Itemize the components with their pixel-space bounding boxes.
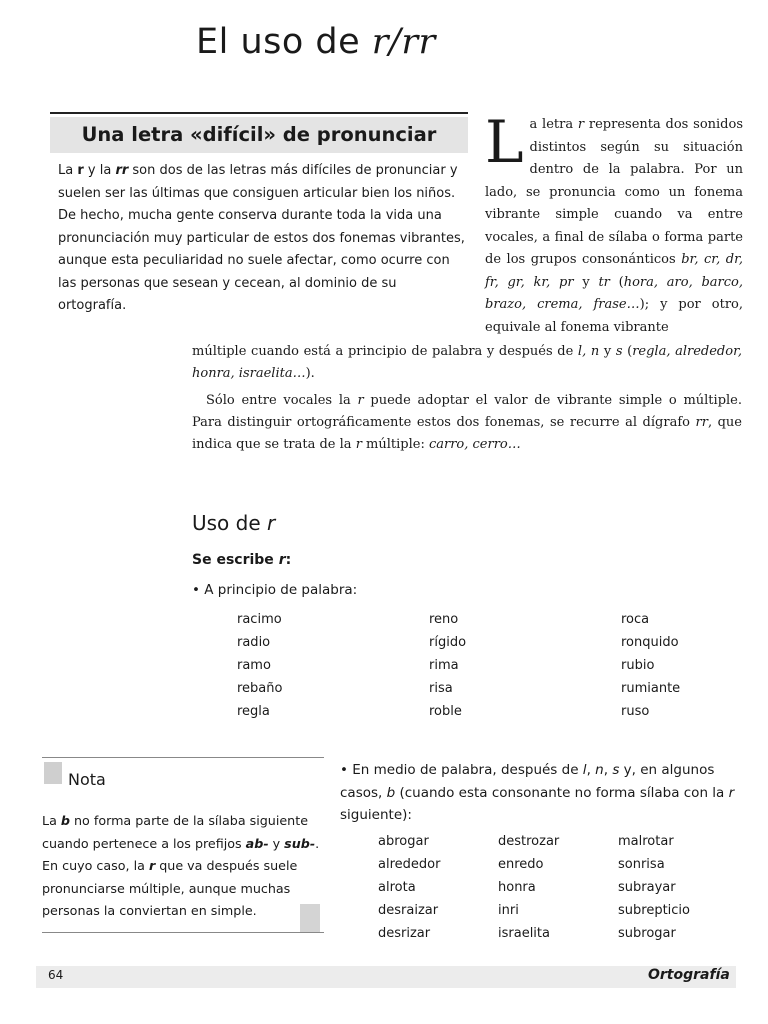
word-list-initial <box>237 608 741 723</box>
word-item: malrotar <box>618 834 674 849</box>
nota-marker <box>44 762 62 784</box>
nota-bottom-rule <box>42 932 324 933</box>
word-item: honra <box>498 880 536 895</box>
word-item: inri <box>498 903 519 918</box>
word-item: abrogar <box>378 834 429 849</box>
word-item: risa <box>429 681 453 696</box>
title-text: El uso de <box>196 22 372 62</box>
intro-paragraph: La letra r representa dos sonidos distintos según su situación dentro de la palabra. Por un lado, se pronuncia como un fonema vibrante simple cuando va entre vocales, a final de sílaba o forma parte de los grupos consonánticos br, cr, dr, fr, gr, kr, pr y tr (hora, aro, barco, brazo, crema, frase…); y por otro, equivale al fonema vibrante <box>485 108 743 335</box>
word-item: ruso <box>621 704 650 719</box>
word-item: roca <box>621 612 650 627</box>
word-item: enredo <box>498 857 544 872</box>
word-item: racimo <box>237 612 282 627</box>
drop-cap: L <box>485 108 524 176</box>
section-label: Ortografía <box>648 967 730 983</box>
word-item: ronquido <box>621 635 679 650</box>
word-item: reno <box>429 612 459 627</box>
word-item: alrededor <box>378 857 441 872</box>
box-text: La r y la rr son dos de las letras más difíciles de pronunciar y suelen ser las últimas que consiguen articular bien los niños. De hecho, mucha gente conserva durante toda la vida una pronunciación muy particular de estos dos fonemas vibrantes, aunque esta peculiaridad no suele afectar, como ocurre con las personas que sesean y cecean, al dominio de su ortografía. <box>58 163 465 313</box>
word-item: ramo <box>237 658 271 673</box>
word-item: roble <box>429 704 462 719</box>
word-item: destrozar <box>498 834 560 849</box>
nota-title: Nota <box>68 770 106 789</box>
word-item: desrizar <box>378 926 431 941</box>
nota-corner-marker <box>300 904 320 932</box>
word-list-middle <box>378 830 738 945</box>
word-item: rebaño <box>237 681 283 696</box>
title-italic: r/rr <box>371 22 436 62</box>
footer-bar <box>36 966 736 988</box>
word-item: rumiante <box>621 681 681 696</box>
nota-top-rule <box>42 757 324 758</box>
section-heading: Uso de r <box>192 511 276 535</box>
intro-continuation: múltiple cuando está a principio de palabra y después de l, n y s (regla, alrededor, honra, israelita…). <box>192 344 742 381</box>
box-top-rule <box>50 112 468 114</box>
word-item: regla <box>237 704 270 719</box>
word-item: israelita <box>498 926 550 941</box>
word-item: desraizar <box>378 903 439 918</box>
word-item: alrota <box>378 880 416 895</box>
word-item: radio <box>237 635 271 650</box>
bullet-initial-position: • A principio de palabra: <box>192 582 358 598</box>
nota-text: La b no forma parte de la sílaba siguiente cuando pertenece a los prefijos ab- y sub-. En cuyo caso, la r que va después suele pronunciarse múltiple, aunque muchas personas la conviertan en simple. <box>42 813 320 918</box>
word-item: subrepticio <box>618 903 690 918</box>
word-item: rubio <box>621 658 655 673</box>
rule-label: Se escribe r: <box>192 552 292 568</box>
word-item: subrogar <box>618 926 676 941</box>
word-item: subrayar <box>618 880 676 895</box>
box-heading: Una letra «difícil» de pronunciar <box>50 117 468 153</box>
bullet-middle-position: • En medio de palabra, después de l, n, s y, en algunos casos, b (cuando esta consonante no forma sílaba con la r siguiente): <box>340 762 735 823</box>
body-paragraph-2: Sólo entre vocales la r puede adoptar el valor de vibrante simple o múltiple. Para distinguir ortográficamente estos dos fonemas, se recurre al dígrafo rr, que indica que se trata de la r múltiple: carro, cerro… <box>192 393 742 452</box>
page-title <box>196 22 436 62</box>
word-item: rima <box>429 658 459 673</box>
page-number: 64 <box>48 968 64 982</box>
word-item: sonrisa <box>618 857 665 872</box>
word-item: rígido <box>429 635 467 650</box>
